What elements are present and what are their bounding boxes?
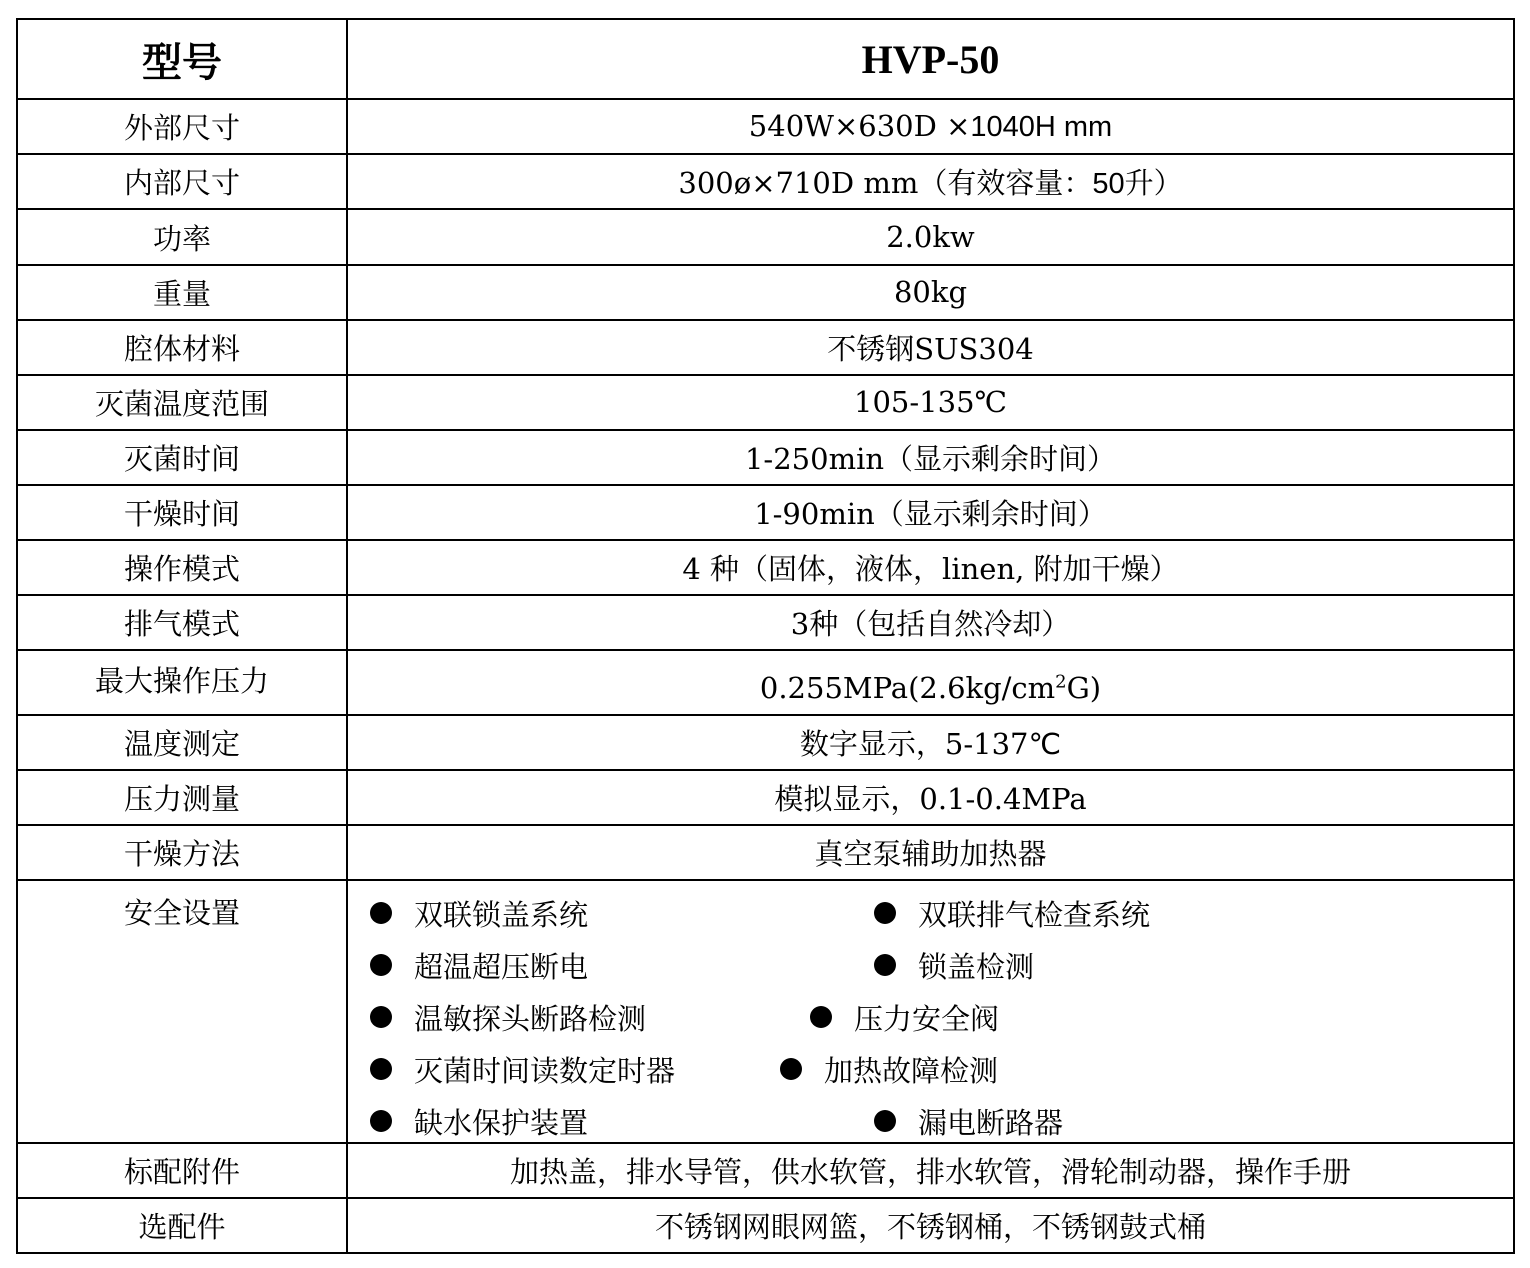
bullet-icon xyxy=(370,1058,392,1080)
spec-row-chamber-material xyxy=(17,320,1514,375)
spec-label: 外部尺寸 xyxy=(17,99,347,154)
spec-table xyxy=(16,18,1515,1254)
spec-label: 干燥时间 xyxy=(17,485,347,540)
spec-label: 干燥方法 xyxy=(17,825,347,880)
spec-label: 压力测量 xyxy=(17,770,347,825)
safety-item xyxy=(370,997,646,1038)
spec-value-part: （有效容量：50升） xyxy=(918,168,1183,201)
spec-row-exhaust-mode xyxy=(17,595,1514,650)
spec-value-part: 4 种（固体，液体，linen, xyxy=(682,552,1025,587)
spec-label: 选配件 xyxy=(17,1198,347,1253)
bullet-icon xyxy=(370,902,392,924)
spec-value: 80kg xyxy=(347,265,1514,320)
spec-value xyxy=(347,715,1514,770)
spec-value: 加热盖，排水导管，供水软管，排水软管，滑轮制动器，操作手册 xyxy=(347,1143,1514,1198)
bullet-icon xyxy=(810,1006,832,1028)
spec-value-part: ℃ xyxy=(1028,728,1062,761)
spec-label: 标配附件 xyxy=(17,1143,347,1198)
spec-label: 灭菌温度范围 xyxy=(17,375,347,430)
spec-value: 不锈钢网眼网篮，不锈钢桶，不锈钢鼓式桶 xyxy=(347,1198,1514,1253)
spec-label: 安全设置 xyxy=(17,880,347,1143)
spec-value xyxy=(347,99,1514,154)
safety-item-label: 加热故障检测 xyxy=(824,1053,999,1088)
safety-item-label: 缺水保护装置 xyxy=(414,1105,589,1140)
spec-row-power xyxy=(17,209,1514,264)
spec-label: 温度测定 xyxy=(17,715,347,770)
safety-item xyxy=(370,893,588,934)
spec-value: 1-90min（显示剩余时间） xyxy=(347,485,1514,540)
spec-value: 2.0kw xyxy=(347,209,1514,264)
safety-item xyxy=(874,1101,1063,1142)
spec-value xyxy=(347,540,1514,595)
bullet-icon xyxy=(370,954,392,976)
safety-item-label: 双联锁盖系统 xyxy=(414,897,589,932)
spec-row-operation-mode xyxy=(17,540,1514,595)
spec-row-inner-size xyxy=(17,154,1514,209)
spec-label: 最大操作压力 xyxy=(17,650,347,714)
safety-item-label: 漏电断路器 xyxy=(918,1105,1064,1140)
safety-item xyxy=(370,1101,588,1142)
safety-item-label: 灭菌时间读数定时器 xyxy=(414,1053,676,1088)
safety-item xyxy=(370,945,588,986)
spec-label: 功率 xyxy=(17,209,347,264)
spec-value-part: 1040H mm xyxy=(970,111,1113,144)
header-row xyxy=(17,19,1514,99)
model-value: HVP-50 xyxy=(347,19,1514,99)
spec-value-part: 数字显示，5-137 xyxy=(799,726,1029,761)
safety-item-label: 锁盖检测 xyxy=(918,949,1035,984)
spec-value-part: 0.255MPa(2.6kg/cm xyxy=(759,670,1056,705)
spec-label: 内部尺寸 xyxy=(17,154,347,209)
spec-row-pressure-measurement xyxy=(17,770,1514,825)
spec-value: 真空泵辅助加热器 xyxy=(347,825,1514,880)
spec-value: 3种（包括自然冷却） xyxy=(347,595,1514,650)
bullet-icon xyxy=(370,1110,392,1132)
spec-value xyxy=(347,650,1514,714)
spec-value: 不锈钢SUS304 xyxy=(347,320,1514,375)
model-label: 型号 xyxy=(17,19,347,99)
safety-item xyxy=(810,997,999,1038)
safety-item-label: 温敏探头断路检测 xyxy=(414,1001,647,1036)
spec-row-sterilization-time xyxy=(17,430,1514,485)
spec-row-outer-size xyxy=(17,99,1514,154)
safety-item-label: 超温超压断电 xyxy=(414,949,589,984)
spec-row-weight xyxy=(17,265,1514,320)
spec-row-standard-accessories xyxy=(17,1143,1514,1198)
spec-value-part: G) xyxy=(1066,670,1102,705)
spec-row-drying-method xyxy=(17,825,1514,880)
spec-row-max-pressure xyxy=(17,650,1514,714)
safety-item xyxy=(370,1049,675,1090)
spec-row-temp-measurement xyxy=(17,715,1514,770)
spec-row-drying-time xyxy=(17,485,1514,540)
spec-value: 1-250min（显示剩余时间） xyxy=(347,430,1514,485)
spec-value-part: 附加干燥） xyxy=(1033,554,1179,587)
safety-item xyxy=(874,945,1034,986)
superscript: 2 xyxy=(1055,670,1067,692)
bullet-icon xyxy=(370,1006,392,1028)
spec-value xyxy=(347,154,1514,209)
spec-label: 腔体材料 xyxy=(17,320,347,375)
spec-value-part: 300ø×710D mm xyxy=(678,166,919,201)
bullet-icon xyxy=(780,1058,802,1080)
bullet-icon xyxy=(874,902,896,924)
spec-label: 排气模式 xyxy=(17,595,347,650)
safety-list xyxy=(347,880,1514,1143)
safety-item-label: 压力安全阀 xyxy=(854,1001,1000,1036)
bullet-icon xyxy=(874,954,896,976)
spec-value: 模拟显示，0.1-0.4MPa xyxy=(347,770,1514,825)
spec-row-optional-parts xyxy=(17,1198,1514,1253)
spec-label: 重量 xyxy=(17,265,347,320)
spec-value: 105-135℃ xyxy=(347,375,1514,430)
safety-item xyxy=(780,1049,998,1090)
spec-row-safety xyxy=(17,880,1514,1143)
spec-label: 操作模式 xyxy=(17,540,347,595)
safety-item-label: 双联排气检查系统 xyxy=(918,897,1151,932)
spec-value-part: 540W×630D × xyxy=(748,109,971,144)
bullet-icon xyxy=(874,1110,896,1132)
safety-item xyxy=(874,893,1150,934)
spec-row-sterilization-temp xyxy=(17,375,1514,430)
spec-label: 灭菌时间 xyxy=(17,430,347,485)
